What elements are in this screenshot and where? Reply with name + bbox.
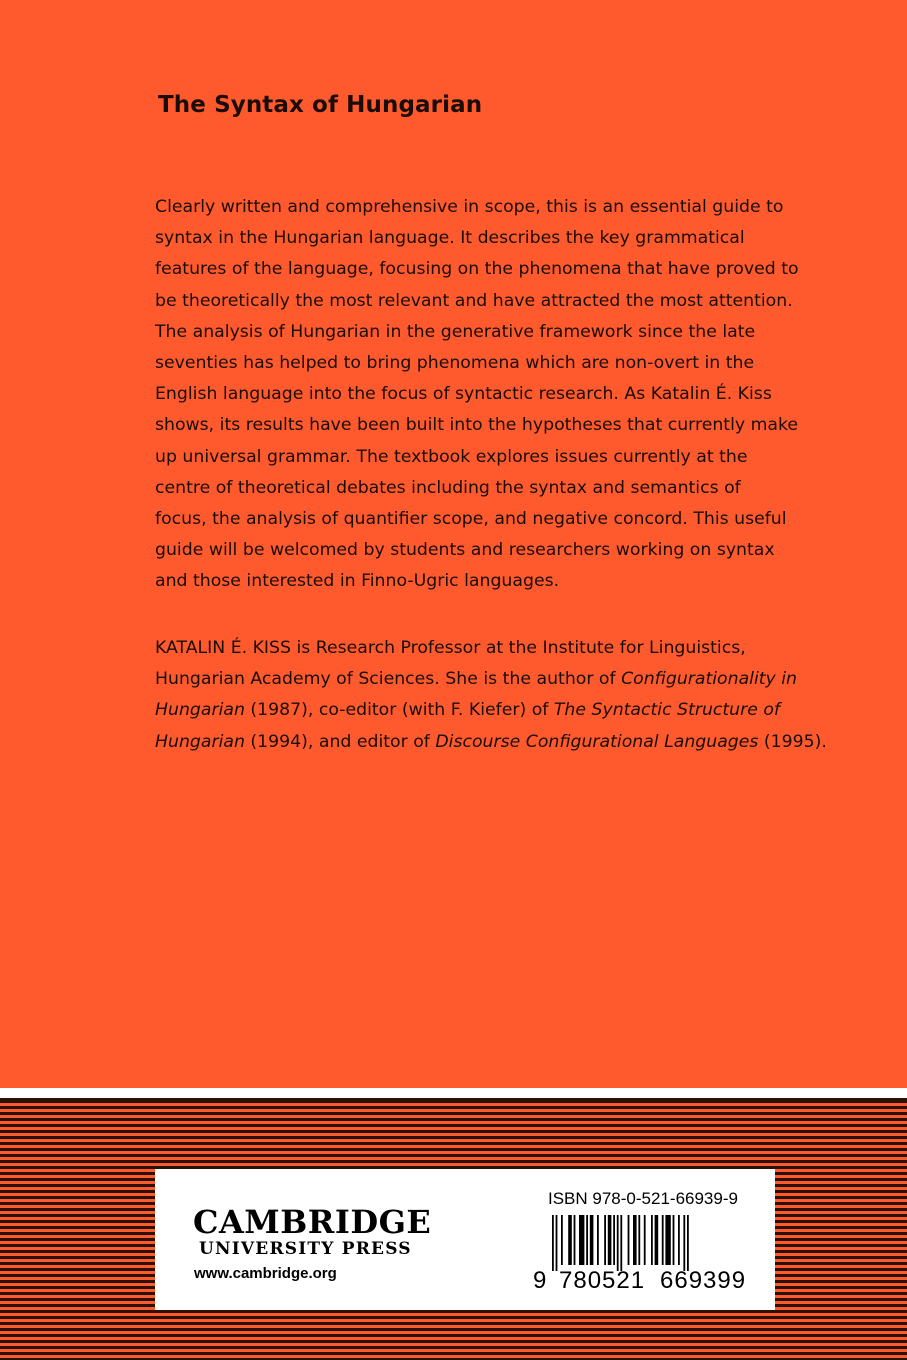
book-reference: The Syntactic Structure of xyxy=(553,700,781,721)
book-title: The Syntax of Hungarian xyxy=(158,92,483,118)
description-line: be theoretically the most relevant and have attracted the most attention. xyxy=(155,290,793,311)
description-line: The analysis of Hungarian in the generative framework since the late xyxy=(155,321,756,342)
barcode-bar xyxy=(655,1215,659,1265)
bio-text: (1995). xyxy=(758,731,827,752)
barcode-first-digit: 9 xyxy=(533,1267,548,1294)
publisher-website[interactable]: www.cambridge.org xyxy=(194,1265,337,1282)
barcode-bar xyxy=(613,1215,615,1265)
barcode-left-group: 780521 xyxy=(559,1267,646,1294)
description-line: up universal grammar. The textbook explores issues currently at the xyxy=(155,446,748,467)
description-line: English language into the focus of syntactic research. As Katalin É. Kiss xyxy=(155,384,772,405)
description-line: seventies has helped to bring phenomena which are non-overt in the xyxy=(155,353,755,374)
description-line: focus, the analysis of quantifier scope, and negative concord. This useful xyxy=(155,509,787,530)
barcode-bar xyxy=(568,1215,572,1265)
barcode-bar xyxy=(644,1215,646,1265)
barcode-bar xyxy=(556,1215,558,1271)
barcode-bar xyxy=(628,1215,630,1265)
barcode-bar xyxy=(665,1215,670,1265)
barcode-bar xyxy=(662,1215,664,1265)
bio-line xyxy=(155,633,830,664)
barcode-bar xyxy=(683,1215,685,1271)
description-line: and those interested in Finno-Ugric languages. xyxy=(155,571,560,592)
publisher-subname: UNIVERSITY PRESS xyxy=(199,1239,412,1259)
bio-text: KATALIN É. KISS is Research Professor at the Institute for Linguistics, xyxy=(155,638,746,658)
barcode xyxy=(550,1215,760,1271)
barcode-bar xyxy=(617,1215,619,1271)
description-line: guide will be welcomed by students and researchers working on syntax xyxy=(155,540,775,561)
barcode-bar xyxy=(597,1215,599,1265)
barcode-bar xyxy=(552,1215,554,1271)
barcode-bar xyxy=(678,1215,680,1265)
isbn-label: ISBN 978-0-521-66939-9 xyxy=(548,1189,738,1208)
barcode-bar xyxy=(586,1215,588,1265)
barcode-bar xyxy=(604,1215,606,1265)
book-reference: Configurationality in xyxy=(621,669,798,690)
barcode-bar xyxy=(620,1215,622,1271)
bio-text: (1994), and editor of xyxy=(244,731,436,752)
band-divider xyxy=(0,1088,907,1098)
barcode-bar xyxy=(574,1215,576,1265)
barcode-bar xyxy=(687,1215,689,1271)
bio-text: Hungarian Academy of Sciences. She is the author of xyxy=(155,669,622,690)
barcode-bar xyxy=(608,1215,612,1265)
barcode-bar xyxy=(590,1215,594,1265)
barcode-bar xyxy=(638,1215,640,1265)
barcode-right-group: 669399 xyxy=(660,1267,747,1294)
bio-line xyxy=(155,664,830,695)
barcode-bar xyxy=(651,1215,653,1265)
description-line: centre of theoretical debates including the syntax and semantics of xyxy=(155,477,741,498)
description-line: shows, its results have been built into the hypotheses that currently make xyxy=(155,415,799,436)
band-divider-dark xyxy=(0,1098,907,1103)
barcode-bar xyxy=(633,1215,637,1265)
publisher-panel xyxy=(155,1169,775,1310)
book-reference: Discourse Configurational Languages xyxy=(435,731,759,752)
publisher-logo xyxy=(193,1203,432,1260)
barcode-bar xyxy=(673,1215,675,1265)
author-bio xyxy=(155,633,830,758)
book-description xyxy=(155,192,830,598)
bio-text: (1987), co-editor (with F. Kiefer) of xyxy=(244,700,554,721)
description-line: features of the language, focusing on the phenomena that have proved to xyxy=(155,259,799,280)
book-reference: Hungarian xyxy=(155,731,245,752)
barcode-bar xyxy=(579,1215,584,1265)
bio-line xyxy=(155,695,830,726)
bio-line xyxy=(155,727,830,758)
description-line: syntax in the Hungarian language. It describes the key grammatical xyxy=(155,228,745,249)
description-line: Clearly written and comprehensive in scope, this is an essential guide to xyxy=(155,197,784,217)
barcode-bar xyxy=(561,1215,563,1265)
publisher-name: CAMBRIDGE xyxy=(193,1203,432,1241)
book-reference: Hungarian xyxy=(155,700,245,721)
